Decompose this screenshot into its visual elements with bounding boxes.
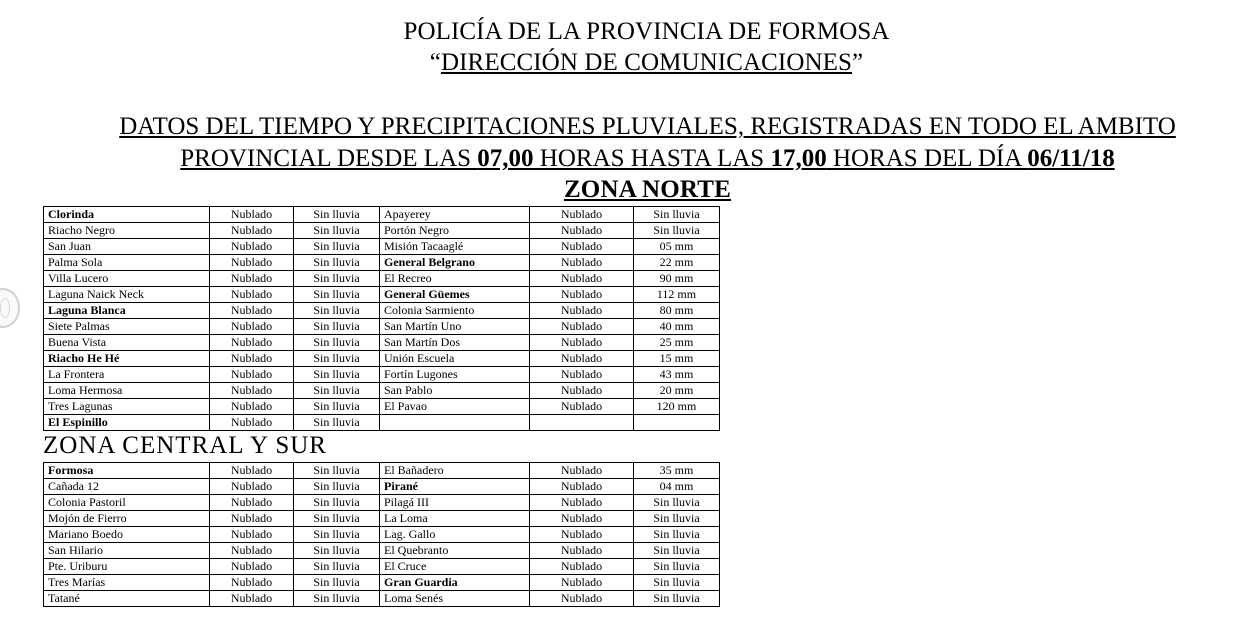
rainfall-cell: Sin lluvia xyxy=(294,287,380,303)
table-row xyxy=(44,255,720,271)
station-name-cell: Tres Marías xyxy=(44,575,210,591)
sky-condition-cell: Nublado xyxy=(210,543,294,559)
report-date: 06/11/18 xyxy=(1027,145,1115,172)
table-row xyxy=(44,479,720,495)
station-name-cell: Lag. Gallo xyxy=(380,527,530,543)
station-name-cell: Palma Sola xyxy=(44,255,210,271)
station-name-cell: Loma Hermosa xyxy=(44,383,210,399)
rainfall-cell: Sin lluvia xyxy=(294,495,380,511)
table-row xyxy=(44,559,720,575)
station-name-cell: San Hilario xyxy=(44,543,210,559)
sky-condition-cell: Nublado xyxy=(210,207,294,223)
table-row xyxy=(44,415,720,431)
sky-condition-cell: Nublado xyxy=(530,223,634,239)
rainfall-cell: 25 mm xyxy=(634,335,720,351)
station-name-cell: Mariano Boedo xyxy=(44,527,210,543)
rainfall-cell: Sin lluvia xyxy=(294,255,380,271)
rainfall-cell: 35 mm xyxy=(634,463,720,479)
station-name-cell: El Cruce xyxy=(380,559,530,575)
rainfall-cell: Sin lluvia xyxy=(634,495,720,511)
sky-condition-cell: Nublado xyxy=(530,255,634,271)
station-name-cell: Siete Palmas xyxy=(44,319,210,335)
sky-condition-cell: Nublado xyxy=(210,399,294,415)
rainfall-cell: 112 mm xyxy=(634,287,720,303)
station-name-cell: Riacho He Hé xyxy=(44,351,210,367)
rainfall-cell: 15 mm xyxy=(634,351,720,367)
sky-condition-cell: Nublado xyxy=(210,383,294,399)
rainfall-cell: Sin lluvia xyxy=(294,559,380,575)
sky-condition-cell xyxy=(530,415,634,431)
table-row xyxy=(44,383,720,399)
station-name-cell: Formosa xyxy=(44,463,210,479)
sky-condition-cell: Nublado xyxy=(530,543,634,559)
sky-condition-cell: Nublado xyxy=(530,575,634,591)
table-row xyxy=(44,271,720,287)
sky-condition-cell: Nublado xyxy=(210,591,294,607)
table-row xyxy=(44,527,720,543)
document-header xyxy=(0,16,1243,78)
sky-condition-cell: Nublado xyxy=(210,511,294,527)
header-direction-title xyxy=(0,47,1243,78)
sky-condition-cell: Nublado xyxy=(530,591,634,607)
rainfall-cell: 20 mm xyxy=(634,383,720,399)
rainfall-cell: Sin lluvia xyxy=(634,223,720,239)
sky-condition-cell: Nublado xyxy=(210,527,294,543)
sky-condition-cell: Nublado xyxy=(210,335,294,351)
sky-condition-cell: Nublado xyxy=(530,399,634,415)
report-title-line2 xyxy=(0,143,1243,175)
rainfall-cell: 22 mm xyxy=(634,255,720,271)
rainfall-cell: Sin lluvia xyxy=(294,223,380,239)
station-name-cell: Cañada 12 xyxy=(44,479,210,495)
sky-condition-cell: Nublado xyxy=(530,511,634,527)
station-name-cell: San Juan xyxy=(44,239,210,255)
station-name-cell: San Martín Dos xyxy=(380,335,530,351)
rainfall-cell: Sin lluvia xyxy=(294,399,380,415)
table-row xyxy=(44,495,720,511)
rainfall-cell: 05 mm xyxy=(634,239,720,255)
table-row xyxy=(44,511,720,527)
sky-condition-cell: Nublado xyxy=(530,495,634,511)
station-name-cell: El Recreo xyxy=(380,271,530,287)
rainfall-cell: Sin lluvia xyxy=(294,335,380,351)
sky-condition-cell: Nublado xyxy=(210,479,294,495)
report-title-text-a: PROVINCIAL DESDE LAS xyxy=(180,145,478,172)
sky-condition-cell: Nublado xyxy=(530,559,634,575)
rainfall-cell: 43 mm xyxy=(634,367,720,383)
sky-condition-cell: Nublado xyxy=(210,271,294,287)
sky-condition-cell: Nublado xyxy=(530,351,634,367)
start-hour: 07,00 xyxy=(477,145,534,172)
rainfall-cell: Sin lluvia xyxy=(294,543,380,559)
station-name-cell xyxy=(380,415,530,431)
rainfall-cell: Sin lluvia xyxy=(294,207,380,223)
sky-condition-cell: Nublado xyxy=(530,335,634,351)
table-row xyxy=(44,303,720,319)
sky-condition-cell: Nublado xyxy=(210,495,294,511)
station-name-cell: General Güemes xyxy=(380,287,530,303)
rainfall-cell: Sin lluvia xyxy=(294,271,380,287)
station-name-cell: Fortín Lugones xyxy=(380,367,530,383)
sky-condition-cell: Nublado xyxy=(210,303,294,319)
sky-condition-cell: Nublado xyxy=(530,287,634,303)
rainfall-cell: Sin lluvia xyxy=(294,479,380,495)
station-name-cell: Laguna Blanca xyxy=(44,303,210,319)
station-name-cell: La Loma xyxy=(380,511,530,527)
station-name-cell: El Bañadero xyxy=(380,463,530,479)
sky-condition-cell: Nublado xyxy=(530,463,634,479)
handle-grip-icon xyxy=(0,298,10,318)
rainfall-cell: 04 mm xyxy=(634,479,720,495)
table-row xyxy=(44,543,720,559)
table-row xyxy=(44,591,720,607)
station-name-cell: Tres Lagunas xyxy=(44,399,210,415)
sky-condition-cell: Nublado xyxy=(210,559,294,575)
sky-condition-cell: Nublado xyxy=(210,351,294,367)
station-name-cell: Laguna Naick Neck xyxy=(44,287,210,303)
report-title xyxy=(0,111,1243,175)
rainfall-cell: Sin lluvia xyxy=(294,383,380,399)
table-row xyxy=(44,575,720,591)
side-panel-handle[interactable] xyxy=(0,288,20,328)
station-name-cell: El Espinillo xyxy=(44,415,210,431)
close-quote: ” xyxy=(852,49,864,76)
sky-condition-cell: Nublado xyxy=(210,319,294,335)
station-name-cell: Villa Lucero xyxy=(44,271,210,287)
rainfall-cell: 120 mm xyxy=(634,399,720,415)
sky-condition-cell: Nublado xyxy=(210,463,294,479)
rainfall-cell xyxy=(634,415,720,431)
sky-condition-cell: Nublado xyxy=(530,319,634,335)
sky-condition-cell: Nublado xyxy=(210,239,294,255)
station-name-cell: Misión Tacaaglé xyxy=(380,239,530,255)
table-row xyxy=(44,367,720,383)
station-name-cell: La Frontera xyxy=(44,367,210,383)
sky-condition-cell: Nublado xyxy=(210,575,294,591)
zona-norte-table xyxy=(43,206,720,431)
station-name-cell: Clorinda xyxy=(44,207,210,223)
sky-condition-cell: Nublado xyxy=(210,223,294,239)
rainfall-cell: Sin lluvia xyxy=(634,207,720,223)
table-row xyxy=(44,319,720,335)
zona-norte-title: ZONA NORTE xyxy=(563,176,732,203)
rainfall-cell: Sin lluvia xyxy=(634,511,720,527)
rainfall-cell: 40 mm xyxy=(634,319,720,335)
rainfall-cell: Sin lluvia xyxy=(294,415,380,431)
station-name-cell: General Belgrano xyxy=(380,255,530,271)
rainfall-cell: Sin lluvia xyxy=(294,527,380,543)
rainfall-cell: Sin lluvia xyxy=(294,591,380,607)
station-name-cell: Portón Negro xyxy=(380,223,530,239)
station-name-cell: Riacho Negro xyxy=(44,223,210,239)
station-name-cell: Tatané xyxy=(44,591,210,607)
table-row xyxy=(44,239,720,255)
table-row xyxy=(44,399,720,415)
station-name-cell: Buena Vista xyxy=(44,335,210,351)
station-name-cell: Pilagá III xyxy=(380,495,530,511)
sky-condition-cell: Nublado xyxy=(530,271,634,287)
sky-condition-cell: Nublado xyxy=(530,207,634,223)
station-name-cell: Loma Senés xyxy=(380,591,530,607)
station-name-cell: Apayerey xyxy=(380,207,530,223)
sky-condition-cell: Nublado xyxy=(530,527,634,543)
table-row xyxy=(44,207,720,223)
rainfall-cell: Sin lluvia xyxy=(294,463,380,479)
table-row xyxy=(44,335,720,351)
station-name-cell: San Pablo xyxy=(380,383,530,399)
station-name-cell: San Martín Uno xyxy=(380,319,530,335)
sky-condition-cell: Nublado xyxy=(210,255,294,271)
station-name-cell: Mojón de Fierro xyxy=(44,511,210,527)
report-title-line1: DATOS DEL TIEMPO Y PRECIPITACIONES PLUVIALES, REGISTRADAS EN TODO EL AMBITO xyxy=(119,113,1176,140)
sky-condition-cell: Nublado xyxy=(530,303,634,319)
rainfall-cell: Sin lluvia xyxy=(634,591,720,607)
rainfall-cell: Sin lluvia xyxy=(634,527,720,543)
header-police-title: POLICÍA DE LA PROVINCIA DE FORMOSA xyxy=(403,18,890,45)
zona-central-title: ZONA CENTRAL Y SUR xyxy=(43,432,327,459)
table-row xyxy=(44,463,720,479)
rainfall-cell: Sin lluvia xyxy=(294,351,380,367)
sky-condition-cell: Nublado xyxy=(210,367,294,383)
rainfall-cell: Sin lluvia xyxy=(294,511,380,527)
station-name-cell: Gran Guardia xyxy=(380,575,530,591)
rainfall-cell: Sin lluvia xyxy=(294,303,380,319)
rainfall-cell: Sin lluvia xyxy=(294,575,380,591)
station-name-cell: Colonia Pastoril xyxy=(44,495,210,511)
open-quote: “ xyxy=(429,49,441,76)
direction-name: DIRECCIÓN DE COMUNICACIONES xyxy=(440,49,853,76)
sky-condition-cell: Nublado xyxy=(210,287,294,303)
rainfall-cell: 90 mm xyxy=(634,271,720,287)
report-title-text-b: HORAS HASTA LAS xyxy=(533,145,771,172)
rainfall-cell: Sin lluvia xyxy=(294,319,380,335)
rainfall-cell: 80 mm xyxy=(634,303,720,319)
rainfall-cell: Sin lluvia xyxy=(294,367,380,383)
rainfall-cell: Sin lluvia xyxy=(634,575,720,591)
table-row xyxy=(44,223,720,239)
table-row xyxy=(44,351,720,367)
rainfall-cell: Sin lluvia xyxy=(634,559,720,575)
sky-condition-cell: Nublado xyxy=(530,383,634,399)
sky-condition-cell: Nublado xyxy=(530,479,634,495)
rainfall-cell: Sin lluvia xyxy=(634,543,720,559)
station-name-cell: El Pavao xyxy=(380,399,530,415)
station-name-cell: El Quebranto xyxy=(380,543,530,559)
zona-central-table xyxy=(43,462,720,607)
station-name-cell: Colonia Sarmiento xyxy=(380,303,530,319)
station-name-cell: Pte. Uriburu xyxy=(44,559,210,575)
sky-condition-cell: Nublado xyxy=(530,239,634,255)
station-name-cell: Unión Escuela xyxy=(380,351,530,367)
sky-condition-cell: Nublado xyxy=(210,415,294,431)
rainfall-cell: Sin lluvia xyxy=(294,239,380,255)
sky-condition-cell: Nublado xyxy=(530,367,634,383)
table-row xyxy=(44,287,720,303)
end-hour: 17,00 xyxy=(770,145,827,172)
report-title-text-c: HORAS DEL DÍA xyxy=(826,145,1028,172)
station-name-cell: Pirané xyxy=(380,479,530,495)
